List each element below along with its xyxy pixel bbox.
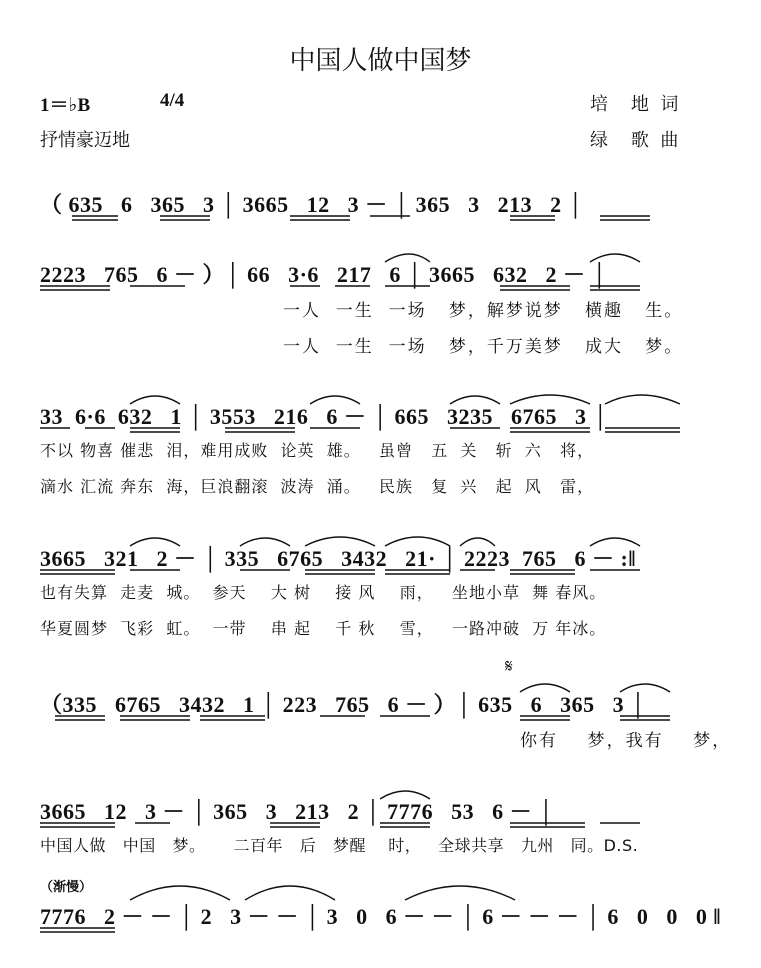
song-title: 中国人做中国梦 (289, 46, 472, 76)
composer-credit: 绿 歌 曲 (590, 130, 679, 151)
music-line-5: （335 6765 3432 1 │ 223 765 6 － ）│ 635 6 365 3 │ (40, 692, 647, 717)
lyric-line-5: 你有 梦，我有 梦， (520, 731, 732, 751)
music-line-6: 3665 12 3 － │ 365 3 213 2 │ 7776 53 6 － │ (40, 799, 555, 824)
lyric-line-4b: 华夏圆梦 飞彩 虹。 一带 串 起 千 秋 雪， 一路冲破 万 年冰。 (40, 619, 607, 638)
music-line-1: （ 635 6 365 3 │ 3665 12 3 － │ 365 3 213 2 │ (40, 192, 584, 217)
music-line-4: 3665 321 2 － │ 335 6765 3432 21· │ 2223 765 6 － :‖ (40, 546, 636, 571)
lyric-line-1a: 一人 一生 一场 梦，解梦说梦 横趣 生。 (283, 301, 684, 321)
key-signature: 1＝♭B (40, 95, 91, 116)
music-line-3: 33 6·6 632 1 │ 3553 216 6 － │ 665 3235 6765 3 │ (40, 404, 609, 429)
music-line-2: 2223 765 6 － ）│ 66 3·6 217 6 │ 3665 632 2 － │ (40, 262, 608, 287)
lyric-line-3a: 不以 物喜 催悲 泪，难用成败 论英 雄。 虽曾 五 关 斩 六 将， (40, 441, 595, 460)
time-signature: 4/4 (160, 90, 185, 111)
slowing-marking: （渐慢） (40, 879, 93, 894)
tempo-marking: 抒情豪迈地 (40, 130, 130, 151)
lyric-line-6: 中国人做 中国 梦。 二百年 后 梦醒 时， 全球共享 九州 同。D.S. (40, 836, 639, 855)
lyric-line-4a: 也有失算 走麦 城。 参天 大 树 接 风 雨， 坐地小草 舞 春风。 (40, 583, 607, 602)
lyricist-credit: 培 地 词 (590, 94, 679, 115)
music-line-7: 7776 2 － － │ 2 3 － － │ 3 0 6 － － │ 6 － － － │ 6 0 0 0 ‖ (40, 904, 721, 929)
lyric-line-1b: 一人 一生 一场 梦，千万美梦 成大 梦。 (283, 337, 684, 357)
segno-sign: 𝄋 (505, 656, 513, 676)
lyric-line-3b: 滴水 汇流 奔东 海，巨浪翻滚 波涛 涌。 民族 复 兴 起 风 雷， (40, 477, 595, 496)
